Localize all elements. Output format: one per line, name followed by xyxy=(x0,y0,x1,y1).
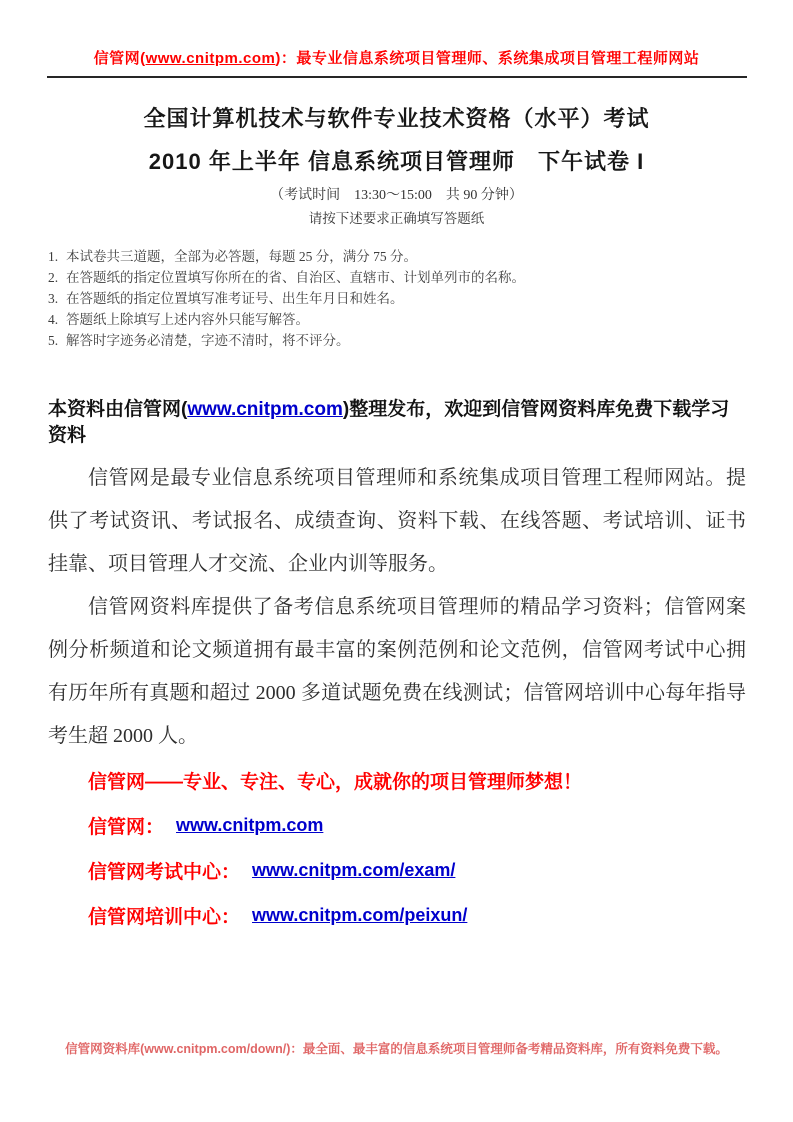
notice-number: 1. xyxy=(48,249,59,264)
page-header xyxy=(0,49,793,69)
notice-item xyxy=(48,267,745,288)
notice-item xyxy=(48,330,745,351)
notice-item xyxy=(48,246,745,267)
site-home-link[interactable]: www.cnitpm.com xyxy=(176,815,324,835)
training-center-link[interactable]: www.cnitpm.com/peixun/ xyxy=(252,905,468,925)
promo-link-row xyxy=(88,893,746,938)
header-suffix: )：最专业信息系统项目管理师、系统集成项目管理工程师网站 xyxy=(275,50,700,67)
notice-text: 本试卷共三道题，全部为必答题，每题 25 分，满分 75 分。 xyxy=(66,249,417,264)
promo-headline-suffix: )整理发布，欢迎到信管网资料库免费下载学习资料 xyxy=(48,399,730,446)
answer-sheet-instruction: 请按下述要求正确填写答题纸 xyxy=(308,211,485,226)
promo-headline xyxy=(48,397,746,449)
notice-number: 3. xyxy=(48,291,59,306)
promo-paragraph: 信管网是最专业信息系统项目管理师和系统集成项目管理工程师网站。提供了考试资讯、考试报名、成绩查询、资料下载、在线答题、考试培训、证书挂靠、项目管理人才交流、企业内训等服务。 xyxy=(48,467,746,575)
notice-text: 在答题纸的指定位置填写准考证号、出生年月日和姓名。 xyxy=(66,291,404,306)
promo-headline-prefix: 本资料由信管网( xyxy=(48,399,188,420)
promo-slogan-row xyxy=(88,758,746,803)
promo-slogan: 信管网——专业、专注、专心，成就你的项目管理师梦想！ xyxy=(88,772,583,793)
promo-paragraph: 信管网资料库提供了备考信息系统项目管理师的精品学习资料；信管网案例分析频道和论文频道拥有最丰富的案例范例和论文范例，信管网考试中心拥有历年所有真题和超过 2000 多道试题免费在线测试；信管网培训中心每年指导考生超 2000 人。 xyxy=(48,596,746,747)
page-footer: 信管网资料库(www.cnitpm.com/down/)：最全面、最丰富的信息系统项目管理师备考精品资料库，所有资料免费下载。 xyxy=(65,1042,728,1056)
promo-links-block xyxy=(88,758,746,938)
promo-body xyxy=(48,457,746,758)
exam-session-title: 2010 年上半年 信息系统项目管理师 下午试卷 I xyxy=(148,149,645,174)
notice-number: 4. xyxy=(48,312,59,327)
promo-link-label: 信管网培训中心： xyxy=(88,907,241,928)
header-divider xyxy=(47,76,747,78)
header-site-link[interactable]: www.cnitpm.com xyxy=(145,50,276,67)
notice-number: 5. xyxy=(48,333,59,348)
notice-text: 解答时字迹务必清楚，字迹不清时，将不评分。 xyxy=(66,333,350,348)
promo-headline-link[interactable]: www.cnitpm.com xyxy=(187,399,343,420)
notice-item xyxy=(48,288,745,309)
promo-link-row xyxy=(88,803,746,848)
notice-number: 2. xyxy=(48,270,59,285)
exam-time-note: （考试时间 13:30～15:00 共 90 分钟） xyxy=(270,188,523,203)
exam-center-link[interactable]: www.cnitpm.com/exam/ xyxy=(252,860,456,880)
promo-link-label: 信管网考试中心： xyxy=(88,862,241,883)
notice-item xyxy=(48,309,745,330)
header-prefix: 信管网( xyxy=(93,50,146,67)
notice-text: 在答题纸的指定位置填写你所在的省、自治区、直辖市、计划单列市的名称。 xyxy=(66,270,525,285)
notice-text: 答题纸上除填写上述内容外只能写解答。 xyxy=(66,312,309,327)
promo-link-label: 信管网： xyxy=(88,817,165,838)
promo-link-row xyxy=(88,848,746,893)
exam-title: 全国计算机技术与软件专业技术资格（水平）考试 xyxy=(143,106,650,131)
notice-list xyxy=(48,246,745,351)
